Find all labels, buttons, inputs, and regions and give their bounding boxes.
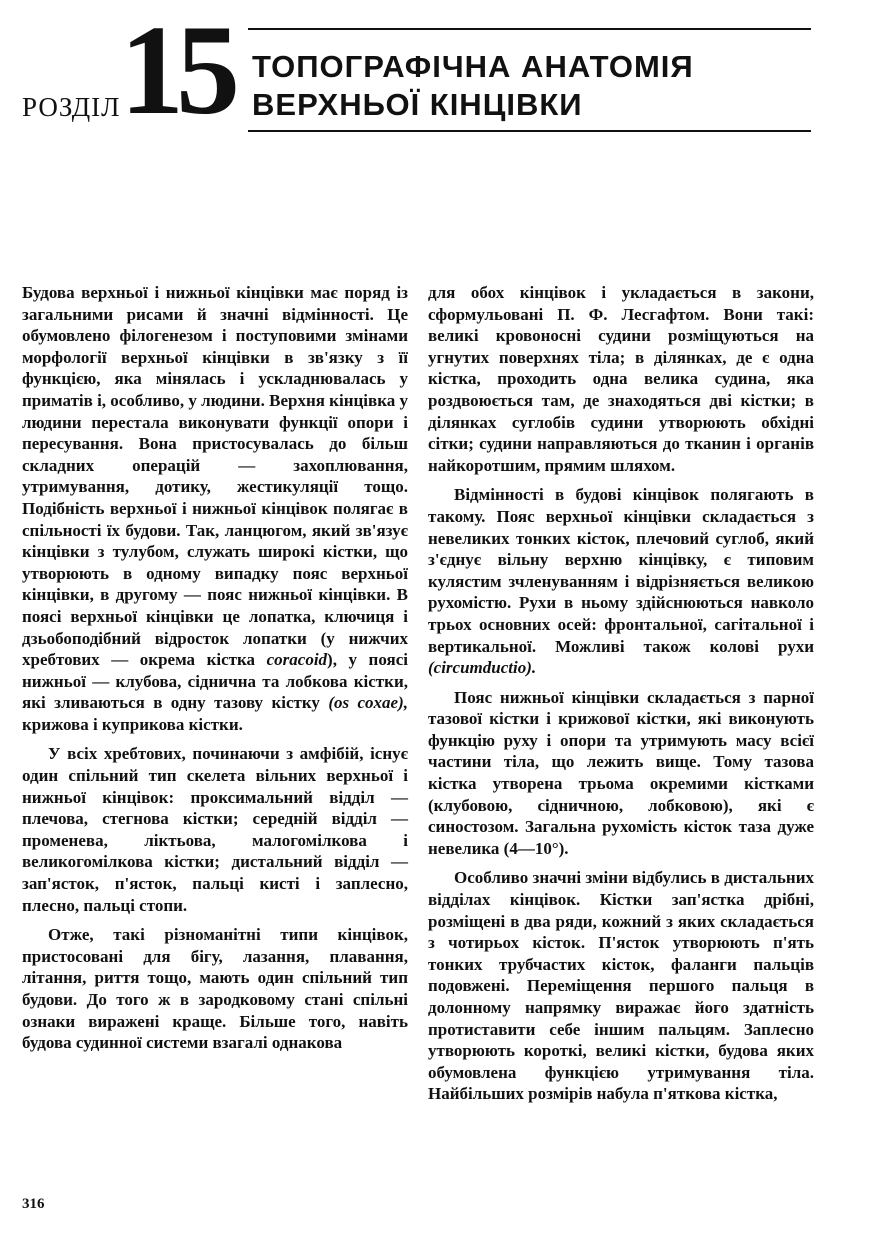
italic-term: (os coxae), (328, 693, 409, 713)
header-bottom-rule (248, 130, 811, 132)
paragraph-text: ), у поясі нижньої — клубова, сіднична та лобкова кістки, які зливаються в одну тазову кістку (22, 650, 408, 713)
chapter-number: 15 (120, 0, 232, 141)
paragraph-text: крижова і куприкова кістки. (22, 714, 243, 734)
paragraph: Отже, такі різноманітні типи кінцівок, пристосовані для бігу, лазання, плавання, літання, риття тощо, мають один спільний тип будови. До того ж в зародковому стані спільні ознаки виражені краще. Більше того, навіть будова судинної системи взагалі однакова (22, 925, 408, 1053)
paragraph (428, 484, 814, 678)
paragraph (22, 282, 408, 735)
chapter-title-line-2: ВЕРХНЬОЇ КІНЦІВКИ (252, 87, 583, 122)
paragraph-text: Відмінності в будові кінцівок полягають в такому. Пояс верхньої кінцівки складається з невеликих тонких кісток, плечовий суглоб, який з'єднує вільну верхню кінцівку, є типовим кулястим зчленуванням і відрізняється великою рухомістю. Рухи в ньому здійснюються навколо трьох основних осей: фронтальної, сагітальної і вертикальної. Можливі також колові рухи (428, 485, 814, 656)
section-word: РОЗДІЛ (22, 92, 121, 122)
chapter-title (252, 48, 812, 124)
body-text (22, 282, 812, 1182)
italic-term: coracoid (266, 650, 328, 670)
right-column (428, 282, 814, 1105)
chapter-title-line-1: ТОПОГРАФІЧНА АНАТОМІЯ (252, 49, 694, 84)
paragraph: У всіх хребтових, починаючи з амфібій, існує один спільний тип скелета вільних верхньої і нижньої кінцівок: проксимальний відділ — плечова, стегнова кістки; середній відділ — променева, ліктьова, малогомілкова і великогомілкова кістки; дистальний відділ — зап'ясток, п'ясток, пальці кисті і заплесно, плесно, пальці стопи. (22, 744, 408, 915)
paragraph: для обох кінцівок і укладається в закони, сформульовані П. Ф. Лесгафтом. Вони такі: великі кровоносні судини розміщуються на угнутих поверхнях тіла; в ділянках, де є одна кістка, проходить одна велика судина, яка роздвоюється там, де знаходяться дві кістки; в ділянках суглобів судини утворюють обхідні сітки; судини направляються до тканин і органів найкоротшим, прямим шляхом. (428, 283, 814, 475)
paragraph: Пояс нижньої кінцівки складається з парної тазової кістки і крижової кістки, які виконують функцію руху і опори та утримують масу всієї частини тіла, що лежить вище. Тому тазова кістка утворена трьома окремими кістками (клубовою, сідничною, лобковою), які є синостозом. Загальна рухомість кісток таза дуже невелика (4—10°). (428, 687, 814, 858)
header-top-rule (248, 28, 811, 30)
page-number: 316 (22, 1196, 45, 1212)
paragraph-text: Будова верхньої і нижньої кінцівки має поряд із загальними рисами й значні відмінності. Це обумовлено філогенезом і поступовими змінами морфології верхньої кінцівки в зв'язку з її функцією, яка мінялась і ускладнювалась у приматів і, особливо, у людини. Верхня кінцівка у людини перестала виконувати функції опори і пересування. Вона пристосувалась до більш складних операцій — захоплювання, утримування, дотику, жестикуляції тощо. Подібність верхньої і нижньої кінцівок полягає в спільності їх будови. Так, ланцюгом, який зв'язує кінцівки з тулубом, служать широкі кістки, що утворюють в одному випадку пояс верхньої кінцівки, в другому — пояс нижньої кінцівки. В поясі верхньої кінцівки це лопатка, ключиця і дзьобоподібний відросток лопатки (у нижчих хребтових — окрема кістка (22, 283, 408, 670)
chapter-header (0, 0, 869, 150)
left-column (22, 282, 408, 1054)
paragraph: Особливо значні зміни відбулись в дистальних відділах кінцівок. Кістки зап'ястка дрібні, розміщені в два ряди, кожний з яких складається з чотирьох кісток. П'ясток утворюють п'ять тонких трубчастих кісток, фаланги пальців подовжені. Переміщення першого пальця в долонному напрямку виражає його здатність протиставити себе іншим пальцям. Заплесно утворюють короткі, великі кістки, будова яких обумовлена функцією утримування тіла. Найбільших розмірів набула п'яткова кістка, (428, 868, 814, 1104)
italic-term: (circumductio). (428, 658, 537, 678)
